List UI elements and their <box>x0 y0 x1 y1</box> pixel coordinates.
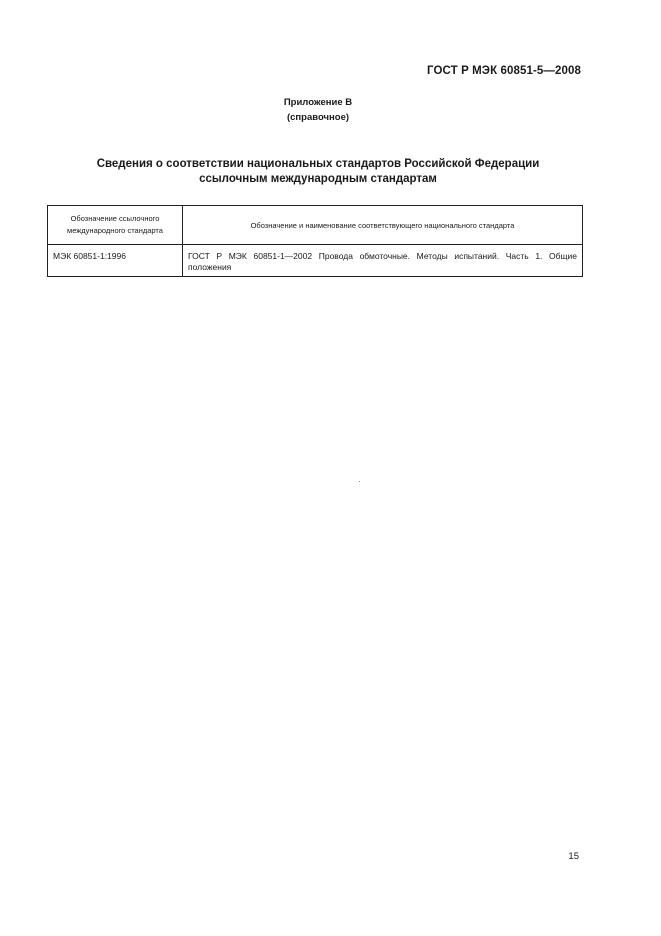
section-title-line-1: Сведения о соответствии национальных стандартов Российской Федерации <box>96 158 540 170</box>
table-header-row <box>48 206 583 245</box>
scan-speck <box>359 481 360 482</box>
page-number: 15 <box>568 851 579 862</box>
table-row <box>48 245 583 277</box>
header-col1-line-1: Обозначение ссылочного <box>70 214 160 223</box>
document-code: ГОСТ Р МЭК 60851-5—2008 <box>427 65 581 77</box>
appendix-title: Приложение В <box>283 97 353 108</box>
header-col1-line-2: международного стандарта <box>67 226 163 235</box>
appendix-heading <box>0 95 636 125</box>
section-title-line-2: ссылочным международным стандартам <box>199 173 437 185</box>
section-title <box>0 157 636 187</box>
cell-international-standard: МЭК 60851-1:1996 <box>48 245 183 277</box>
header-international-standard <box>48 206 183 245</box>
cell-national-standard: ГОСТ Р МЭК 60851-1—2002 Провода обмоточные. Методы испытаний. Часть 1. Общие положения <box>183 245 583 277</box>
correspondence-table <box>47 205 583 277</box>
appendix-subtitle: (справочное) <box>286 112 350 123</box>
header-national-standard: Обозначение и наименование соответствующего национального стандарта <box>183 206 583 245</box>
